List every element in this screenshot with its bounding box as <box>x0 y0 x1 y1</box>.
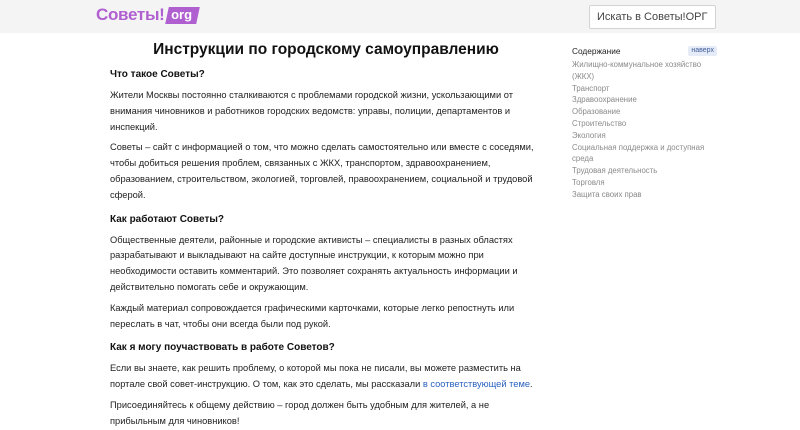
paragraph-1: Жители Москвы постоянно сталкиваются с проблемами городской жизни, ускользающими от внимания чиновников и работников городских ведомств: управы, полиции, департаментов и инспекций. <box>110 90 513 132</box>
logo-tag: org <box>165 7 200 24</box>
back-to-top-button[interactable]: наверх <box>688 46 717 56</box>
paragraph-6: Присоединяйтесь к общему действию – город должен быть удобным для жителей, а не прибыльным для чиновников! <box>110 399 490 426</box>
site-logo[interactable] <box>96 4 197 26</box>
toc-item-social-support[interactable]: Социальная поддержка и доступная среда <box>572 142 705 164</box>
paragraph-3: Общественные деятели, районные и городские активисты – специалисты в разных областях разрабатывают и выкладывают на сайте доступные инструкции, к которым можно при необходимости оставить комментарий. Это позволяет сохранять актуальность информации и действительно помогать себе и окружающим. <box>110 234 518 292</box>
top-bar <box>0 0 800 33</box>
paragraph-5: Если вы знаете, как решить проблему, о которой мы пока не писали, вы можете разместить на портале свой совет-инструкцию. О том, как это сделать, мы рассказали в соответствующей теме. <box>110 363 533 390</box>
article <box>110 40 535 430</box>
toc-item-healthcare[interactable]: Здравоохранение <box>572 95 637 105</box>
page-title: Инструкции по городскому самоуправлению <box>153 41 499 58</box>
paragraph-2: Советы – сайт с информацией о том, что можно сделать самостоятельно или вместе с соседями, чтобы добиться решения проблем, связанных с ЖКХ, транспортом, здравоохранением, образованием, строительством, экологией, торговлей, правоохранением, социальной и трудовой сферой. <box>110 142 534 200</box>
section-heading-what: Что такое Советы? <box>110 69 205 80</box>
logo-word: Советы! <box>96 5 165 24</box>
toc-item-housing[interactable]: Жилищно-коммунальное хозяйство (ЖКХ) <box>572 60 702 81</box>
search-input[interactable] <box>589 5 716 29</box>
toc-item-education[interactable]: Образование <box>572 107 621 117</box>
paragraph-4: Каждый материал сопровождается графическими карточками, которые легко репостнуть или переслать в чат, чтобы они всегда были под рукой. <box>110 302 515 329</box>
section-heading-how: Как работают Советы? <box>110 213 225 225</box>
section-heading-participate: Как я могу поучаствовать в работе Советов? <box>110 342 335 354</box>
toc-item-construction[interactable]: Строительство <box>572 118 627 128</box>
toc-title: Содержание <box>572 45 621 56</box>
toc-item-trade[interactable]: Торговля <box>572 177 605 187</box>
toc-list <box>572 59 717 201</box>
table-of-contents <box>572 44 717 201</box>
topic-link[interactable]: в соответствующей теме <box>422 379 531 390</box>
toc-item-rights[interactable]: Защита своих прав <box>572 189 642 199</box>
toc-item-transport[interactable]: Транспорт <box>572 83 610 93</box>
toc-item-labor[interactable]: Трудовая деятельность <box>572 166 658 176</box>
toc-item-ecology[interactable]: Экология <box>572 130 606 140</box>
